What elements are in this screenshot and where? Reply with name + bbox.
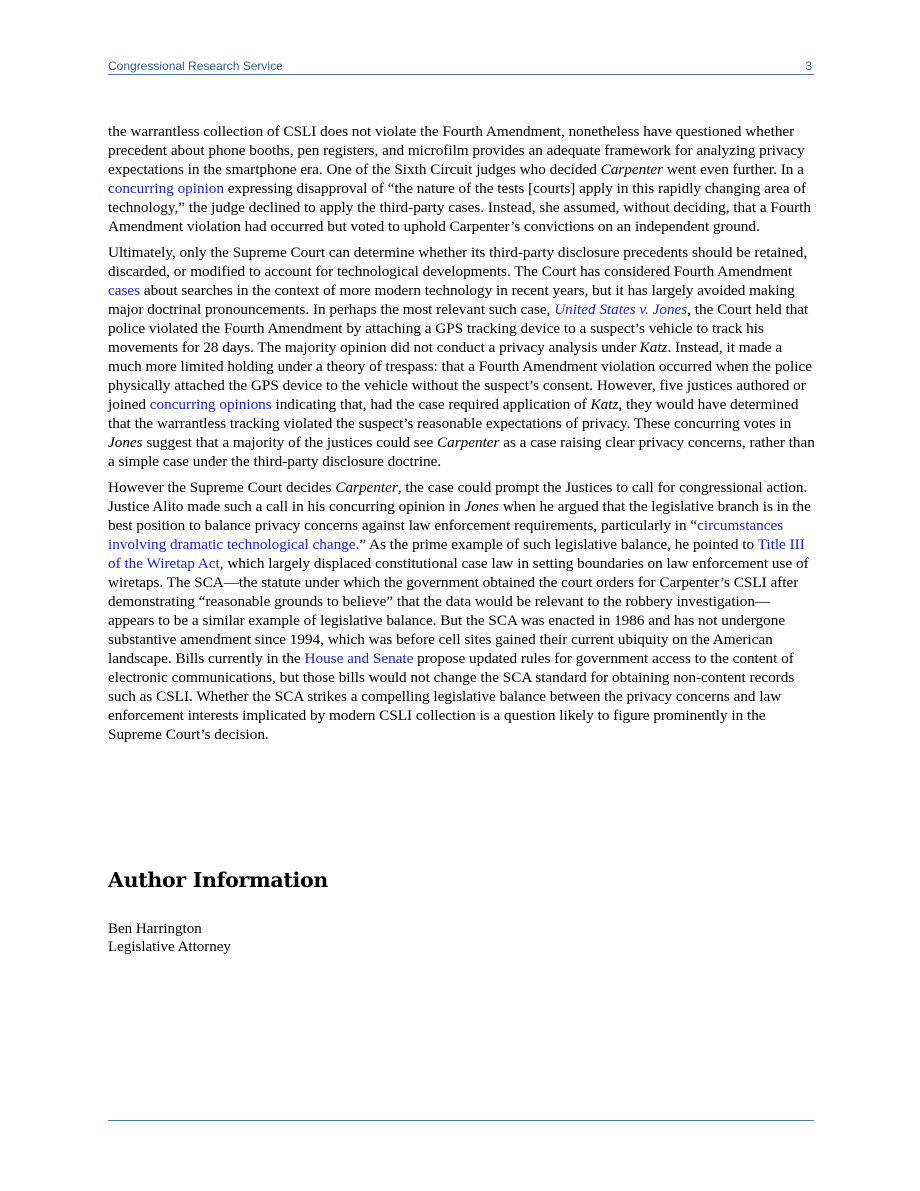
case-name-italic: Jones xyxy=(108,434,143,451)
page-header xyxy=(108,57,814,75)
case-name-italic: Katz xyxy=(590,396,619,413)
page-number: 3 xyxy=(805,59,812,73)
text-run: .” As the prime example of such legislative balance, he pointed to xyxy=(355,536,758,553)
text-run: Ultimately, only the Supreme Court can determine whether its third-party disclosure precedents should be retained, discarded, or modified to account for technological developments. The Court has considered Fourth Amendment xyxy=(108,244,808,280)
circumstances-link[interactable]: circumstances involving dramatic technological change xyxy=(108,517,784,553)
paragraph-2 xyxy=(108,243,816,471)
body-text xyxy=(108,122,816,751)
author-block xyxy=(108,920,231,956)
text-run: , which largely displaced constitutional case law in setting boundaries on law enforcement use of wiretaps. The SCA—the statute under which the government obtained the court orders for Carpenter’s CSLI after demonstrating “reasonable grounds to believe” that the data would be relevant to the robbery investigation—appears to be a similar example of legislative balance. But the SCA was enacted in 1986 and has not undergone substantive amendment since 1994, which was before cell sites gained their current ubiquity on the American landscape. Bills currently in the xyxy=(108,555,809,667)
house-and-senate-link[interactable]: House and Senate xyxy=(304,650,414,667)
paragraph-1 xyxy=(108,122,816,236)
title-iii-wiretap-act-link[interactable]: Title III of the Wiretap Act xyxy=(108,536,805,572)
text-run: indicating that, had the case required application of xyxy=(271,396,591,413)
text-run: However the Supreme Court decides xyxy=(108,479,336,496)
text-run: the warrantless collection of CSLI does not violate the Fourth Amendment, nonetheless have questioned whether precedent about phone booths, pen registers, and microfilm provides an adequate framework for analyzing privacy expectations in the smartphone era. One of the Sixth Circuit judges who decided xyxy=(108,123,805,178)
author-title: Legislative Attorney xyxy=(108,939,231,955)
text-run: expressing disapproval of “the nature of the tests [courts] apply in this rapidly changing area of technology,” the judge declined to apply the third-party cases. Instead, she assumed, without deciding, that a Fourth Amendment violation had occurred but voted to uphold Carpenter’s convictions on an independent ground. xyxy=(108,180,811,235)
text-run: , they would have determined that the warrantless tracking violated the suspect’s reasonable expectations of privacy. These concurring votes in xyxy=(108,396,799,432)
case-name-italic: Katz xyxy=(639,339,668,356)
case-name-italic: Carpenter xyxy=(437,434,500,451)
text-run: as a case raising clear privacy concerns, rather than a simple case under the third-party disclosure doctrine. xyxy=(108,434,815,470)
text-run: went even further. In a xyxy=(663,161,804,178)
header-organization: Congressional Research Service xyxy=(108,59,283,73)
text-run: , the case could prompt the Justices to call for congressional action. Justice Alito made such a call in his concurring opinion in xyxy=(108,479,808,515)
text-run: propose updated rules for government access to the content of electronic communications, but those bills would not change the SCA standard for obtaining non-content records such as CSLI. Whether the SCA strikes a compelling legislative balance between the privacy concerns and law enforcement interests implicated by modern CSLI collection is a question likely to figure prominently in the Supreme Court’s decision. xyxy=(108,650,795,743)
text-run: about searches in the context of more modern technology in recent years, but it has largely avoided making major doctrinal pronouncements. In perhaps the most relevant such case, xyxy=(108,282,795,318)
footer-divider xyxy=(108,1120,814,1121)
paragraph-3 xyxy=(108,478,816,744)
text-run: . Instead, it made a much more limited holding under a theory of trespass: that a Fourth Amendment violation occurred when the police physically attached the GPS device to the vehicle without the suspect’s consent. However, five justices authored or joined xyxy=(108,339,812,413)
concurring-opinions-link[interactable]: concurring opinions xyxy=(149,396,272,413)
case-name-italic: Carpenter xyxy=(335,479,398,496)
case-name-italic: Jones xyxy=(464,498,500,515)
jones-link-label: United States v. Jones xyxy=(554,301,688,318)
case-name-italic: Carpenter xyxy=(600,161,664,178)
author-information-heading: Author Information xyxy=(108,868,328,892)
text-run: , the Court held that police violated the Fourth Amendment by attaching a GPS tracking device to a suspect’s vehicle to track his movements for 28 days. The majority opinion did not conduct a privacy analysis under xyxy=(108,301,809,356)
text-run: when he argued that the legislative branch is in the best position to balance privacy concerns against law enforcement requirements, particularly in “ xyxy=(108,498,811,534)
cases-link[interactable]: cases xyxy=(108,282,141,299)
concurring-opinion-link[interactable]: concurring opinion xyxy=(108,180,224,197)
text-run: suggest that a majority of the justices could see xyxy=(142,434,437,451)
united-states-v-jones-link[interactable] xyxy=(554,301,687,318)
author-name: Ben Harrington xyxy=(108,921,202,937)
